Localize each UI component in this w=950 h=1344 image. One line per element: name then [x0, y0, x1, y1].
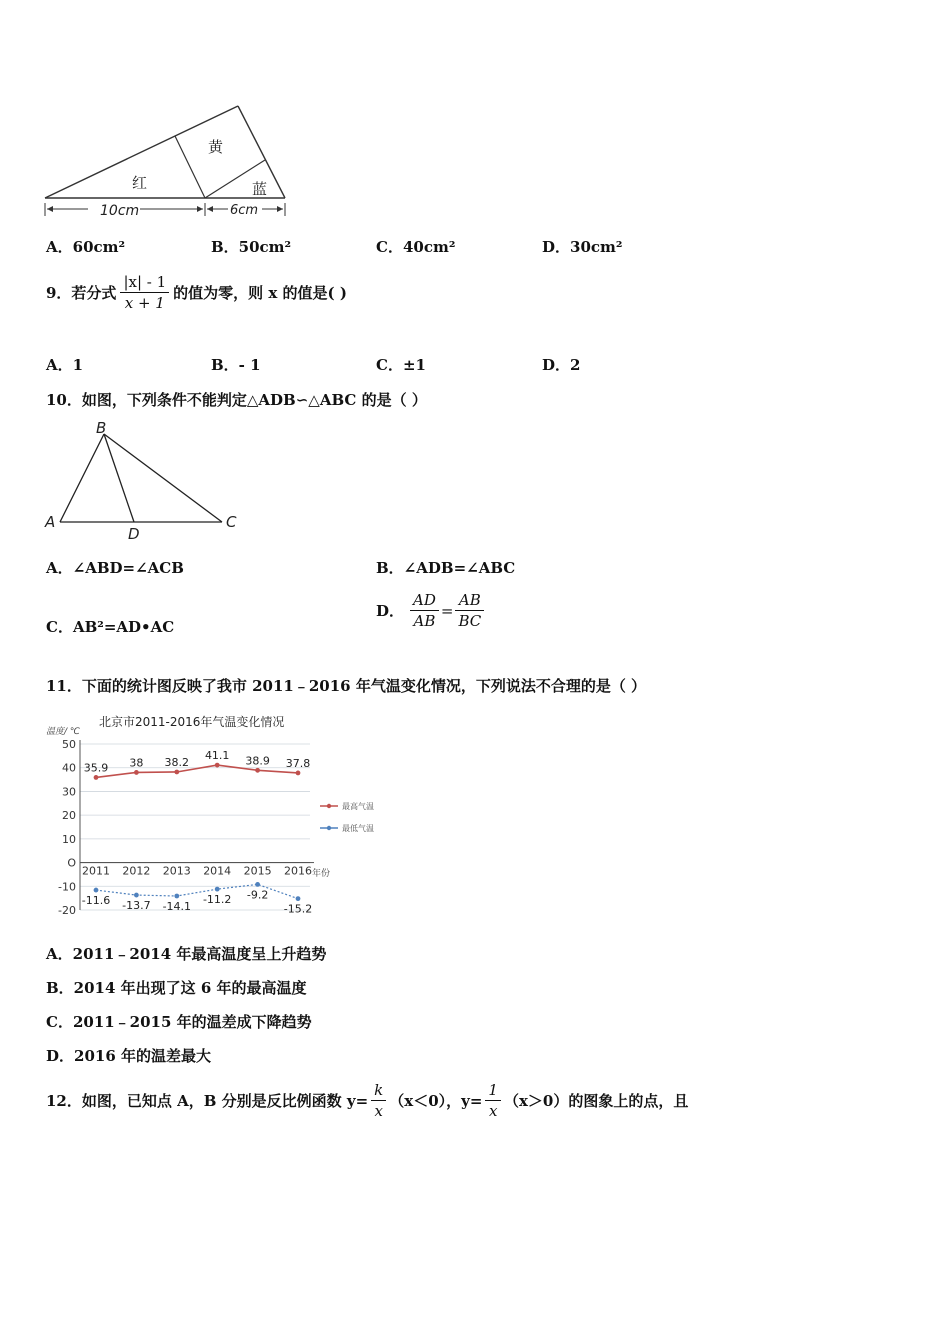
q12-mid: （x＜0），y= [389, 1092, 483, 1110]
chart-title: 北京市2011-2016年气温变化情况 [99, 715, 285, 729]
q10-stem: 10．如图，下列条件不能判定△ADB∽△ABC 的是（ ） [46, 391, 427, 409]
label-blue: 蓝 [252, 180, 268, 198]
q10-d-frac1-den: AB [413, 612, 436, 630]
q9-option-c: C．±1 [376, 356, 426, 374]
data-point [215, 763, 220, 768]
q9-frac-num: |x| - 1 [120, 272, 169, 293]
data-label: 35.9 [83, 761, 109, 775]
q9-option-b: B．- 1 [211, 356, 261, 374]
q10-option-a: A．∠ABD=∠ACB [46, 559, 184, 577]
data-point [296, 896, 301, 901]
data-point [134, 893, 139, 898]
q9-frac-den: x + 1 [124, 294, 165, 312]
vertex-a: A [45, 513, 56, 531]
q11-option-d: D．2016 年的温差最大 [46, 1047, 211, 1065]
x-tick-label: 2013 [162, 864, 191, 878]
q11-option-b: B．2014 年出现了这 6 年的最高温度 [46, 979, 307, 997]
q12-frac2-den: x [488, 1102, 498, 1120]
chart-xlabel: 年份 [312, 869, 331, 879]
x-tick-label: 2011 [82, 864, 110, 878]
data-label: 38.2 [164, 755, 190, 769]
q9-suffix: 的值为零，则 x 的值是( ) [173, 284, 347, 302]
temperature-line-chart [44, 710, 389, 920]
chart-ylabel: 温度/ ℃ [46, 727, 81, 737]
data-label: -14.1 [162, 900, 192, 914]
q8-option-c: C．40cm² [376, 238, 456, 256]
q10-option-b: B．∠ADB=∠ABC [376, 559, 516, 577]
y-tick-label: -10 [58, 880, 76, 894]
data-point [215, 887, 220, 892]
dim-left: 10cm [100, 203, 140, 219]
q9-prefix: 9．若分式 [46, 284, 117, 302]
trapezoid-figure [40, 98, 300, 223]
data-point [174, 770, 179, 775]
legend-marker [327, 826, 331, 830]
triangle-figure [40, 418, 250, 543]
q9-option-a: A．1 [46, 356, 84, 374]
data-point [174, 894, 179, 899]
q12-fraction-2 [485, 1080, 501, 1121]
y-tick-label: 10 [62, 832, 76, 846]
data-label: -11.6 [81, 894, 111, 908]
q12-frac2-num: 1 [485, 1080, 501, 1101]
q8-option-d: D．30cm² [542, 238, 623, 256]
q10-option-c: C．AB²=AD•AC [46, 618, 175, 636]
q10-d-frac2-num: AB [455, 590, 484, 611]
label-yellow: 黄 [208, 138, 224, 156]
dim-right: 6cm [230, 203, 259, 218]
legend-label: 最低气温 [342, 824, 374, 833]
q9-stem [46, 272, 347, 313]
x-tick-label: 2014 [203, 864, 232, 878]
x-tick-label: 2012 [122, 864, 151, 878]
y-tick-label: -20 [58, 904, 76, 917]
label-red: 红 [132, 174, 148, 192]
legend-marker [327, 804, 331, 808]
y-tick-label: 40 [62, 761, 76, 775]
x-tick-label: 2015 [243, 864, 272, 878]
data-point [94, 888, 99, 893]
x-tick-label: 2016 [284, 864, 312, 878]
data-point [94, 775, 99, 780]
vertex-b: B [96, 419, 107, 437]
q12-frac1-num: k [371, 1080, 386, 1101]
y-tick-label: O [67, 856, 76, 870]
legend-label: 最高气温 [342, 802, 374, 811]
y-tick-label: 20 [62, 809, 76, 823]
data-label: -11.2 [202, 893, 232, 907]
data-point [134, 770, 139, 775]
data-label: -13.7 [122, 899, 151, 913]
q9-option-d: D．2 [542, 356, 581, 374]
q10-option-d [376, 590, 484, 631]
q10-d-equals: = [440, 601, 454, 620]
q11-stem: 11．下面的统计图反映了我市 2011﹣2016 年气温变化情况，下列说法不合理的是（ ） [46, 677, 647, 695]
q9-fraction [120, 272, 169, 313]
q10-d-frac2-den: BC [458, 612, 482, 630]
data-label: 38.9 [245, 754, 270, 768]
q11-option-c: C．2011﹣2015 年的温差成下降趋势 [46, 1013, 312, 1031]
data-point [255, 882, 260, 887]
q10-d-frac1-num: AD [410, 590, 439, 611]
data-label: 37.8 [285, 756, 311, 770]
data-label: 41.1 [204, 749, 230, 763]
q12-stem [46, 1080, 688, 1121]
data-label: -9.2 [246, 888, 269, 902]
q12-suffix: （x＞0）的图象上的点，且 [503, 1092, 689, 1110]
data-label: -15.2 [283, 902, 313, 916]
q11-option-a: A．2011﹣2014 年最高温度呈上升趋势 [46, 945, 327, 963]
q10-option-d-prefix: D． [376, 602, 405, 620]
q12-fraction-1 [371, 1080, 386, 1121]
data-label: 38 [129, 756, 144, 770]
y-tick-label: 30 [62, 785, 76, 799]
q8-option-b: B．50cm² [211, 238, 292, 256]
q10-d-fraction-1 [410, 590, 439, 631]
q8-option-a: A．60cm² [46, 238, 126, 256]
vertex-c: C [226, 513, 237, 531]
q10-d-fraction-2 [455, 590, 484, 631]
q12-frac1-den: x [374, 1102, 383, 1120]
data-point [296, 771, 301, 776]
y-tick-label: 50 [62, 738, 76, 751]
q12-prefix: 12．如图，已知点 A，B 分别是反比例函数 y= [46, 1092, 369, 1110]
data-point [255, 768, 260, 773]
vertex-d: D [128, 525, 140, 543]
